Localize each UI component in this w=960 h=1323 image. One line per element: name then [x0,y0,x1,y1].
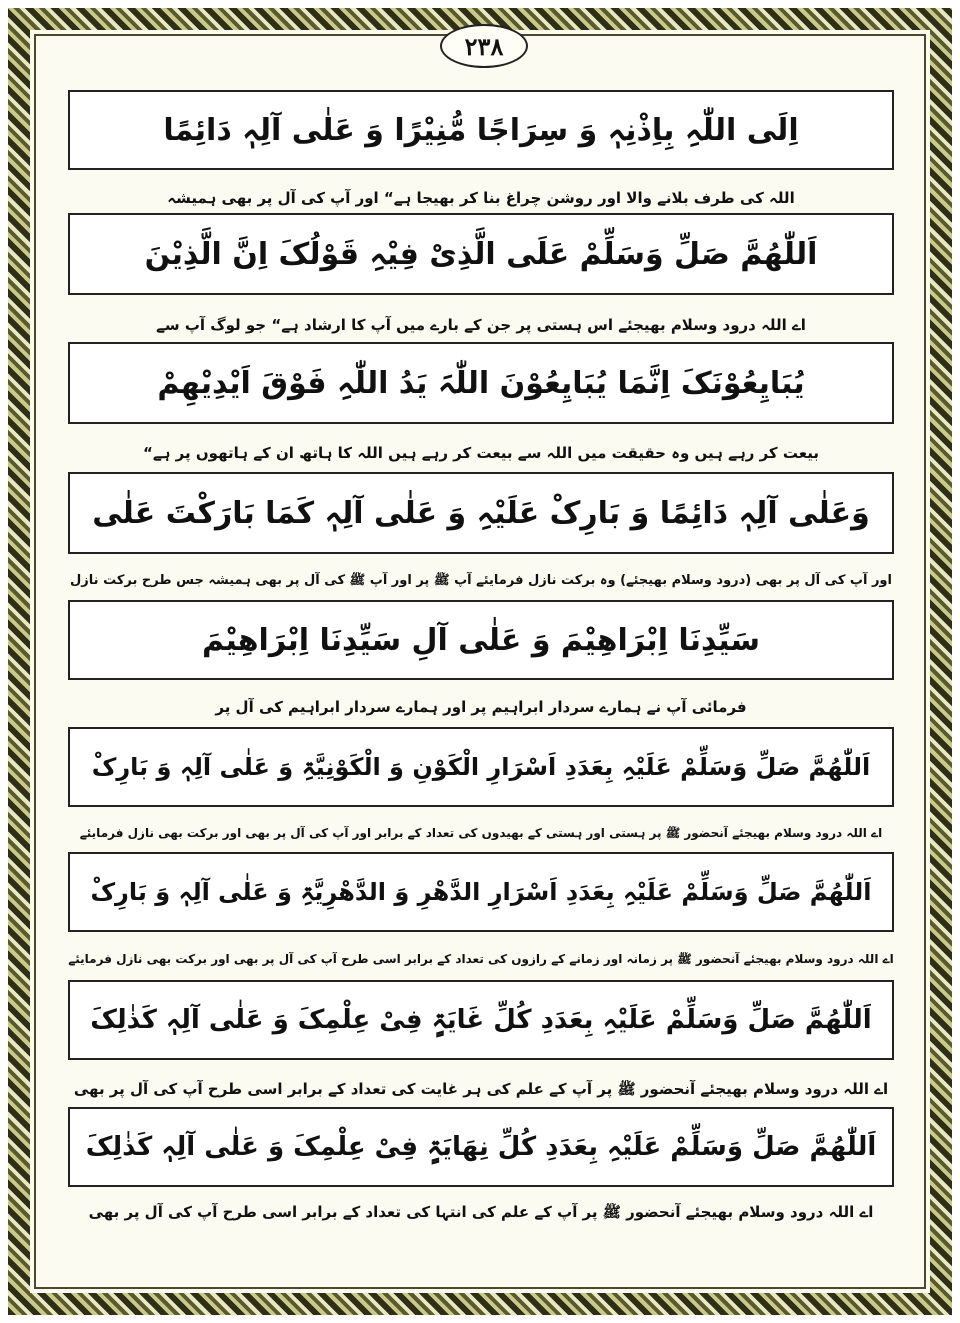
arabic-verse-box: اَللّٰھُمَّ صَلِّ وَسَلِّمْ عَلَیْہِ بِعَدَدِ کُلِّ غَایَۃٍ فِیْ عِلْمِکَ وَ عَلٰی آلِہٖ کَذٰلِکَ [68,980,894,1060]
urdu-translation: اے اللہ درود وسلام بھیجئے آنحضور ﷺ پر آپ کے علم کی انتہا کی تعداد کے برابر اسی طرح آپ کی آل پر بھی [88,1203,874,1221]
arabic-verse-box: اِلَی اللّٰہِ بِاِذْنِہٖ وَ سِرَاجًا مُّنِیْرًا وَ عَلٰی آلِہٖ دَائِمًا [68,90,894,170]
arabic-verse-box: سَیِّدِنَا اِبْرَاھِیْمَ وَ عَلٰی آلِ سَیِّدِنَا اِبْرَاھِیْمَ [68,600,894,680]
arabic-verse-box: اَللّٰھُمَّ صَلِّ وَسَلِّمْ عَلَی الَّذِیْ فِیْہِ قَوْلُکَ اِنَّ الَّذِیْنَ [68,213,894,295]
urdu-translation: اے اللہ درود وسلام بھیجئے آنحضور ﷺ پر آپ کے علم کی ہر غایت کی تعداد کے برابر اسی طرح آپ کی آل پر بھی [73,1080,889,1098]
urdu-translation: اے اللہ درود وسلام بھیجئے آنحضور ﷺ پر زمانہ اور زمانے کے رازوں کی تعداد کے برابر اسی طرح آپ کی آل پر بھی اور برکت بھی نازل فرمایئے [68,952,894,966]
urdu-translation: بیعت کر رہے ہیں وہ حقیقت میں اللہ سے بیعت کر رہے ہیں اللہ کا ہاتھ ان کے ہاتھوں پر ہے“ [143,444,819,462]
urdu-translation: اے اللہ درود وسلام بھیجئے آنحضور ﷺ پر ہستی اور ہستی کے بھیدوں کی تعداد کے برابر اور آپ کی آل پر بھی اور برکت بھی نازل فرمایئے [79,826,883,840]
urdu-translation: اللہ کی طرف بلانے والا اور روشن چراغ بنا کر بھیجا ہے“ اور آپ کی آل پر بھی ہمیشہ [167,189,795,207]
urdu-translation: فرمائی آپ نے ہمارے سردار ابراہیم پر اور ہمارے سردار ابراہیم کی آل پر [215,698,747,716]
arabic-verse-box: یُبَایِعُوْنَکَ اِنَّمَا یُبَایِعُوْنَ اللّٰہَ یَدُ اللّٰہِ فَوْقَ اَیْدِیْھِمْ [68,342,894,424]
page-number: ۲۳۸ [440,24,528,68]
arabic-verse-box: اَللّٰھُمَّ صَلِّ وَسَلِّمْ عَلَیْہِ بِعَدَدِ اَسْرَارِ الدَّھْرِ وَ الدَّھْرِیَّۃِ وَ عَلٰی آلِہٖ وَ بَارِکْ [68,852,894,932]
arabic-verse-box: اَللّٰھُمَّ صَلِّ وَسَلِّمْ عَلَیْہِ بِعَدَدِ اَسْرَارِ الْکَوْنِ وَ الْکَوْنِیَّۃِ وَ عَلٰی آلِہٖ وَ بَارِکْ [68,727,894,807]
arabic-verse-box: وَعَلٰی آلِہٖ دَائِمًا وَ بَارِکْ عَلَیْہِ وَ عَلٰی آلِہٖ کَمَا بَارَکْتَ عَلٰی [68,472,894,554]
urdu-translation: اور آپ کی آل پر بھی (درود وسلام بھیجئے) وہ برکت نازل فرمایئے آپ ﷺ پر اور آپ ﷺ کی آل پر بھی ہمیشہ جس طرح برکت نازل [70,573,892,588]
urdu-translation: اے اللہ درود وسلام بھیجئے اس ہستی پر جن کے بارے میں آپ کا ارشاد ہے“ جو لوگ آپ سے [156,316,806,334]
arabic-verse-box: اَللّٰھُمَّ صَلِّ وَسَلِّمْ عَلَیْہِ بِعَدَدِ کُلِّ نِھَایَۃٍ فِیْ عِلْمِکَ وَ عَلٰی آلِہٖ کَذٰلِکَ [68,1107,894,1187]
